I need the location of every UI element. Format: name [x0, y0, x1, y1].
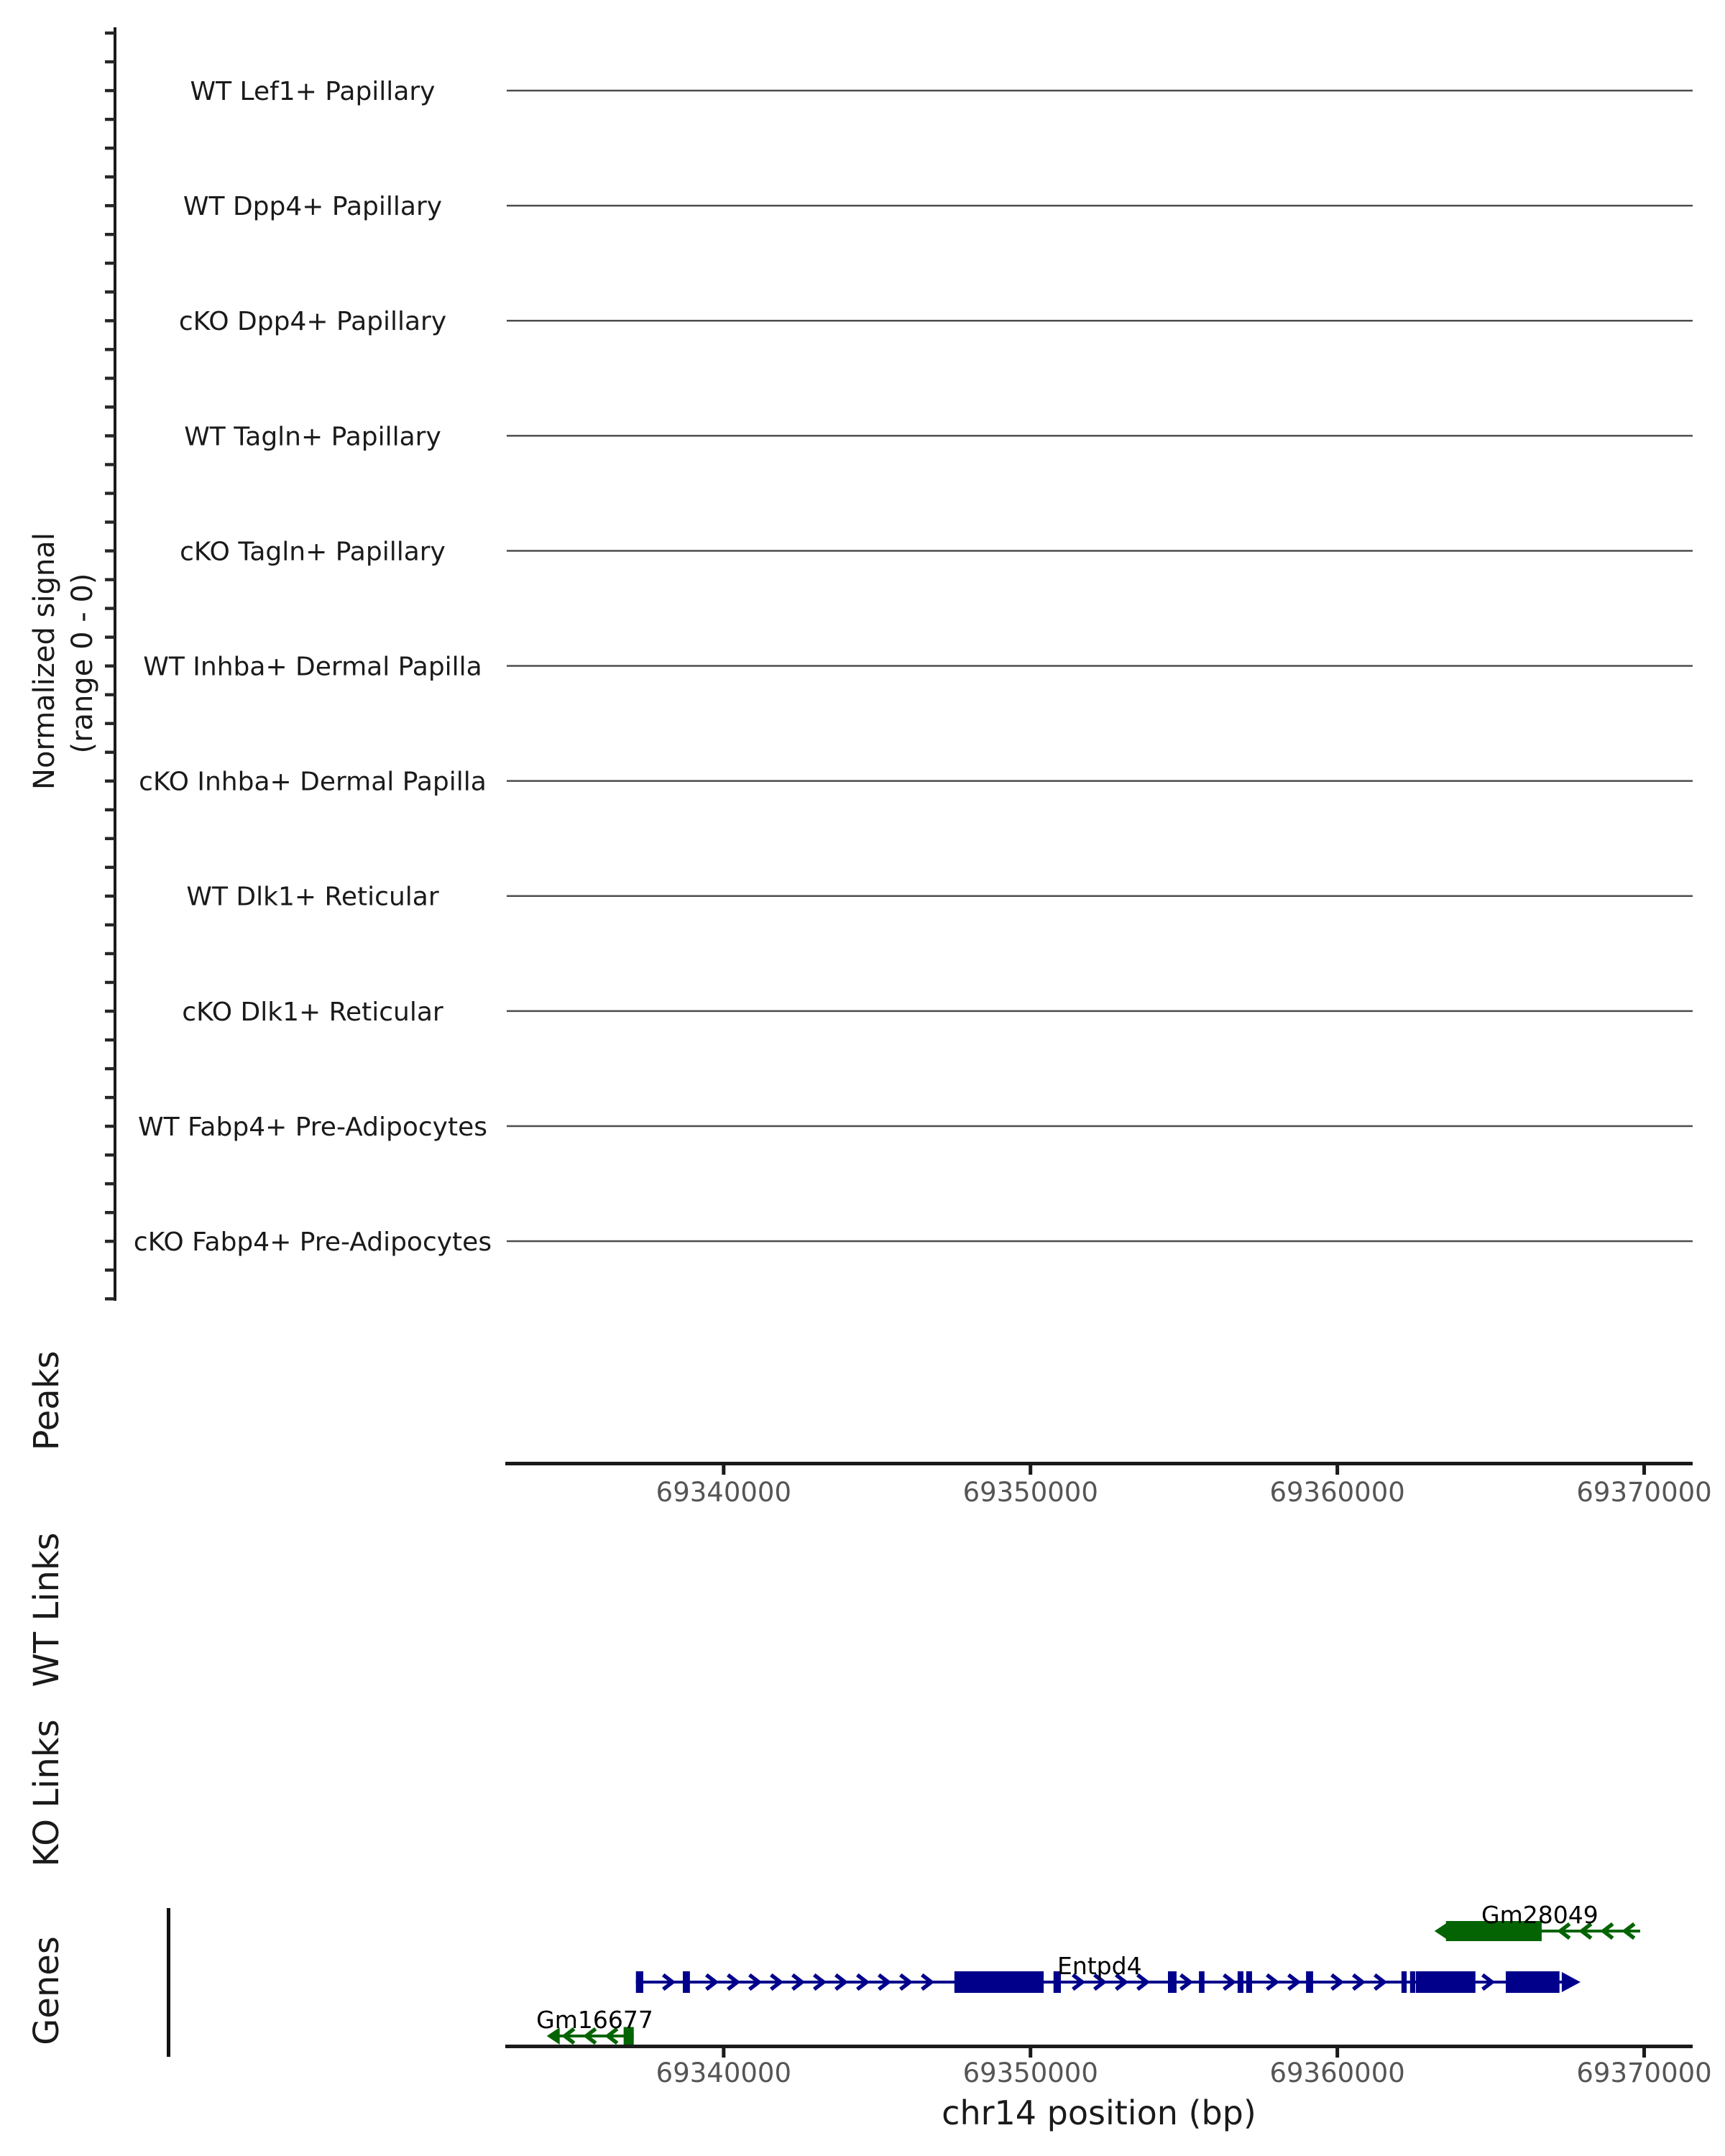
section-label-ko-links: KO Links	[27, 1719, 67, 1867]
peaks-axis-tick-labels	[656, 1477, 1712, 1508]
track-label-wt-dpp4: WT Dpp4+ Papillary	[183, 192, 443, 222]
peaks-tick-69350000: 69350000	[962, 1477, 1098, 1508]
gene-labels	[536, 1901, 1598, 2034]
peaks-axis	[505, 1462, 1693, 1475]
peaks-tick-69340000: 69340000	[656, 1477, 791, 1508]
genome-x-axis-tick-labels	[656, 2058, 1712, 2088]
x-tick-69370000: 69370000	[1576, 2058, 1712, 2088]
track-label-cko-fabp4: cKO Fabp4+ Pre-Adipocytes	[133, 1227, 492, 1257]
section-label-genes: Genes	[27, 1936, 67, 2045]
section-label-peaks: Peaks	[27, 1350, 67, 1451]
gene-models	[547, 1921, 1640, 2045]
x-axis-title: chr14 position (bp)	[942, 2093, 1256, 2132]
track-label-cko-dpp4: cKO Dpp4+ Papillary	[178, 307, 447, 337]
track-label-cko-inhba: cKO Inhba+ Dermal Papilla	[139, 767, 487, 797]
track-label-wt-inhba: WT Inhba+ Dermal Papilla	[143, 652, 482, 682]
x-tick-69350000: 69350000	[962, 2058, 1098, 2088]
signal-y-axis	[105, 27, 116, 1301]
track-label-wt-dlk1: WT Dlk1+ Reticular	[186, 882, 439, 912]
peaks-tick-69370000: 69370000	[1576, 1477, 1712, 1508]
track-label-wt-fabp4: WT Fabp4+ Pre-Adipocytes	[138, 1112, 487, 1142]
gene-label-gm28049: Gm28049	[1481, 1901, 1598, 1929]
signal-axis-label-line1: Normalized signal	[28, 533, 61, 790]
track-label-cko-tagln: cKO Tagln+ Papillary	[180, 537, 446, 567]
gene-label-gm16677: Gm16677	[536, 2006, 653, 2034]
genes-bracket-line	[167, 1908, 170, 2057]
section-label-wt-links: WT Links	[27, 1532, 67, 1687]
track-label-wt-lef1: WT Lef1+ Papillary	[190, 77, 436, 106]
genome-x-axis	[505, 2045, 1693, 2058]
track-label-cko-dlk1: cKO Dlk1+ Reticular	[182, 997, 443, 1027]
x-tick-69340000: 69340000	[656, 2058, 791, 2088]
signal-axis-label-line2: (range 0 - 0)	[66, 573, 99, 754]
signal-track-labels	[134, 77, 492, 1257]
x-tick-69360000: 69360000	[1269, 2058, 1405, 2088]
signal-track-lines	[507, 90, 1693, 1243]
track-label-wt-tagln: WT Tagln+ Papillary	[184, 422, 441, 452]
gene-label-entpd4: Entpd4	[1057, 1952, 1142, 1980]
peaks-tick-69360000: 69360000	[1269, 1477, 1405, 1508]
